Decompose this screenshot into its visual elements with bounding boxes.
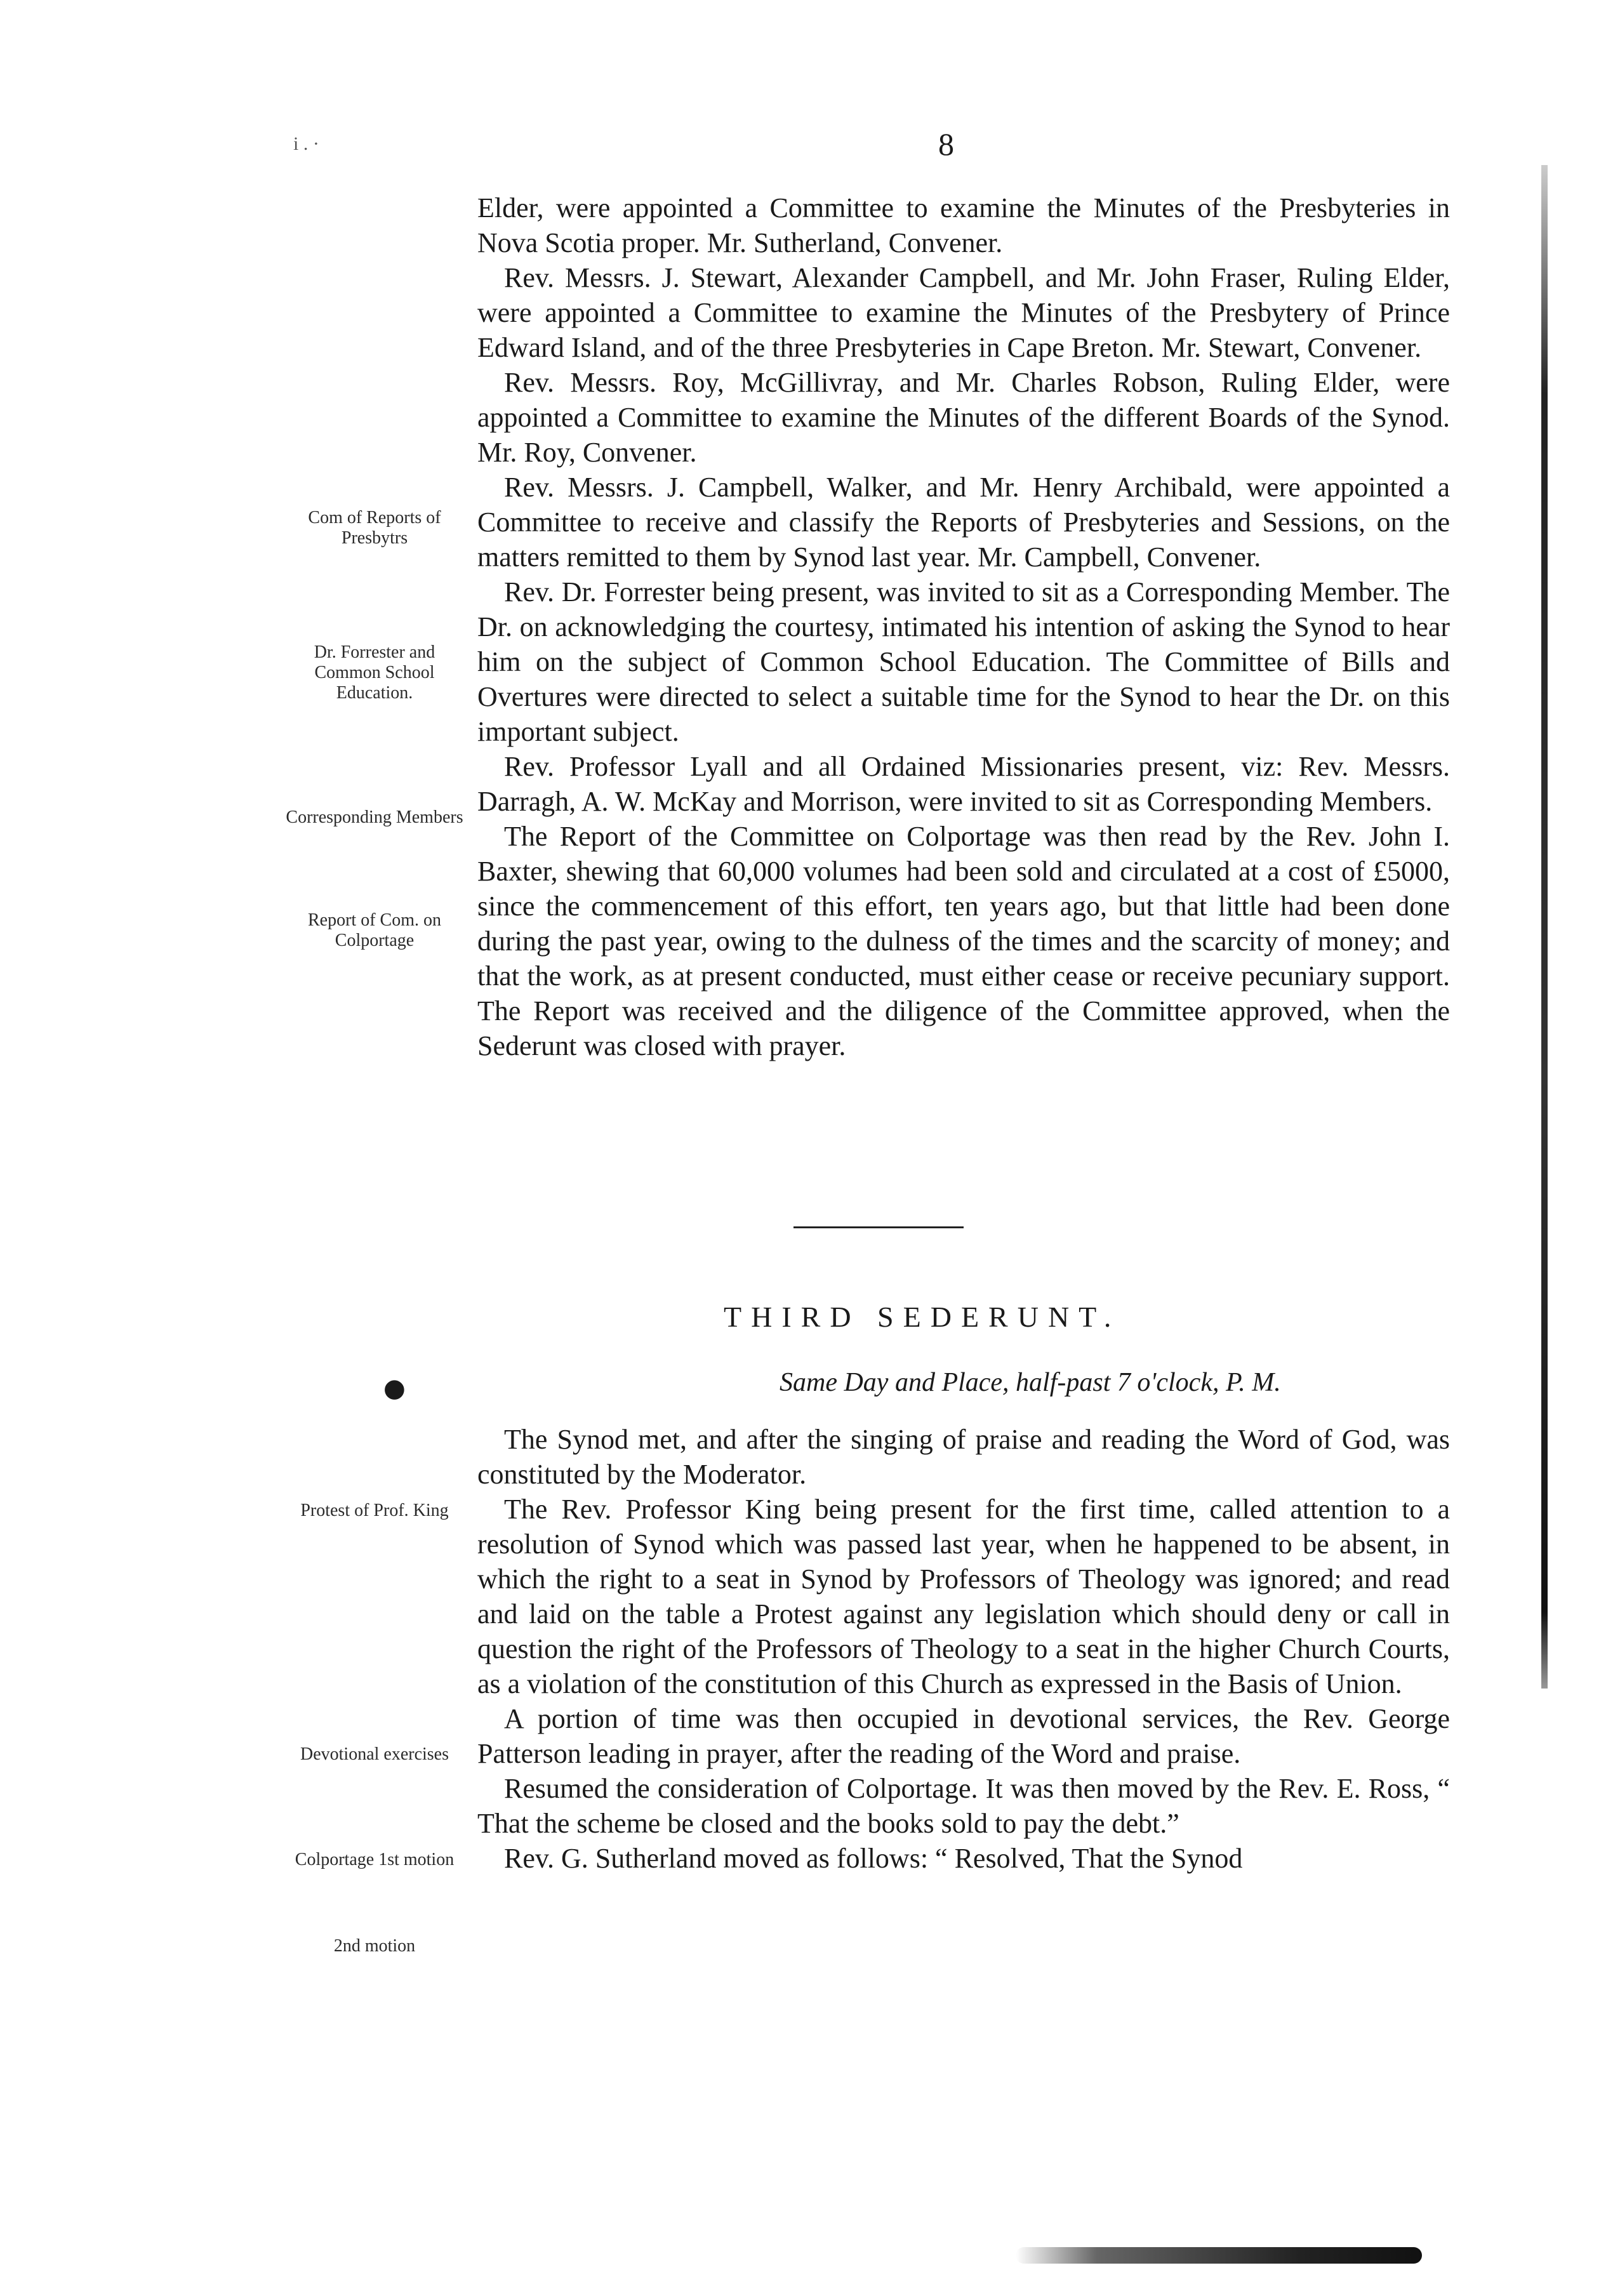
- paragraph: Rev. Messrs. Roy, McGillivray, and Mr. Charles Robson, Ruling Elder, were appointed a Committee to examine the Minutes of the different Boards of the Synod. Mr. Roy, Convener.: [477, 367, 1450, 468]
- margin-note: Devotional exercises: [300, 1744, 449, 1764]
- paragraph: A portion of time was then occupied in devotional services, the Rev. George Patterson leading in prayer, after the reading of the Word and praise.: [477, 1703, 1450, 1769]
- paragraph: The Rev. Professor King being present for the first time, called attention to a resolution of Synod which was passed last year, when he happened to be absent, in which the right to a seat in Synod by Professors of Theology was ignored; and read and laid on the table a Protest against any legislation which should deny or call in question the right of the Professors of Theology to a seat in the higher Church Courts, as a violation of the constitution of this Church as expressed in the Basis of Union.: [477, 1494, 1450, 1699]
- margin-note: Corresponding Members: [286, 807, 463, 827]
- paragraph: The Report of the Committee on Colportage was then read by the Rev. John I. Baxter, shewing that 60,000 volumes had been sold and circulated at a cost of £5000, since the commencement of this effort, ten years ago, but that little had been done during the past year, owing to the dulness of the times and the scarcity of money; and that the work, as at present conducted, must either cease or receive pecuniary support. The Report was received and the diligence of the Committee approved, when the Sederunt was closed with prayer.: [477, 821, 1450, 1061]
- page-number: 8: [938, 126, 954, 162]
- section-subtitle: Same Day and Place, half-past 7 o'clock, P. M.: [780, 1368, 1281, 1397]
- paragraph: The Synod met, and after the singing of praise and reading the Word of God, was constituted by the Moderator.: [477, 1424, 1450, 1490]
- margin-note: 2nd motion: [333, 1936, 416, 1956]
- section-divider: [793, 1226, 964, 1228]
- scan-smudge: [1016, 2247, 1422, 2264]
- bullet-mark: ●: [383, 1374, 406, 1403]
- paragraph: Rev. Messrs. J. Stewart, Alexander Campbell, and Mr. John Fraser, Ruling Elder, were appointed a Committee to examine the Minutes of the Presbytery of Prince Edward Island, and of the three Presbyteries in Cape Breton. Mr. Stewart, Convener.: [477, 262, 1450, 363]
- margin-note: Com of Reports of Presbytrs: [308, 508, 441, 548]
- corner-mark: i . ·: [293, 133, 319, 154]
- paragraph: Rev. Dr. Forrester being present, was invited to sit as a Corresponding Member. The Dr. on acknowledging the courtesy, intimated his intention of asking the Synod to hear him on the subject of Common School Education. The Committee of Bills and Overtures were directed to select a suitable time for the Synod to hear the Dr. on this important subject.: [477, 576, 1450, 747]
- paragraph: Rev. Messrs. J. Campbell, Walker, and Mr. Henry Archibald, were appointed a Committee to receive and classify the Reports of Presbyteries and Sessions, on the matters remitted to them by Synod last year. Mr. Campbell, Convener.: [477, 472, 1450, 573]
- margin-note: Protest of Prof. King: [300, 1501, 449, 1520]
- paragraph: Rev. Professor Lyall and all Ordained Missionaries present, viz: Rev. Messrs. Darragh, A. W. McKay and Morrison, were invited to sit as Corresponding Members.: [477, 751, 1450, 817]
- paragraph: Resumed the consideration of Colportage. It was then moved by the Rev. E. Ross, “ That the scheme be closed and the books sold to pay the debt.”: [477, 1773, 1450, 1839]
- section-heading: THIRD SEDERUNT.: [724, 1301, 1121, 1333]
- margin-note: Colportage 1st motion: [295, 1850, 455, 1869]
- body-text-block-1: [477, 190, 1450, 1063]
- paragraph: Elder, were appointed a Committee to examine the Minutes of the Presbyteries in Nova Scotia proper. Mr. Sutherland, Convener.: [477, 192, 1450, 258]
- margin-note: Report of Com. on Colportage: [308, 910, 441, 950]
- margin-note: Dr. Forrester and Common School Education.: [314, 642, 435, 703]
- paragraph: Rev. G. Sutherland moved as follows: “ Resolved, That the Synod: [504, 1843, 1243, 1874]
- binding-edge: [1541, 165, 1548, 1689]
- body-text-block-2: [477, 1422, 1450, 1876]
